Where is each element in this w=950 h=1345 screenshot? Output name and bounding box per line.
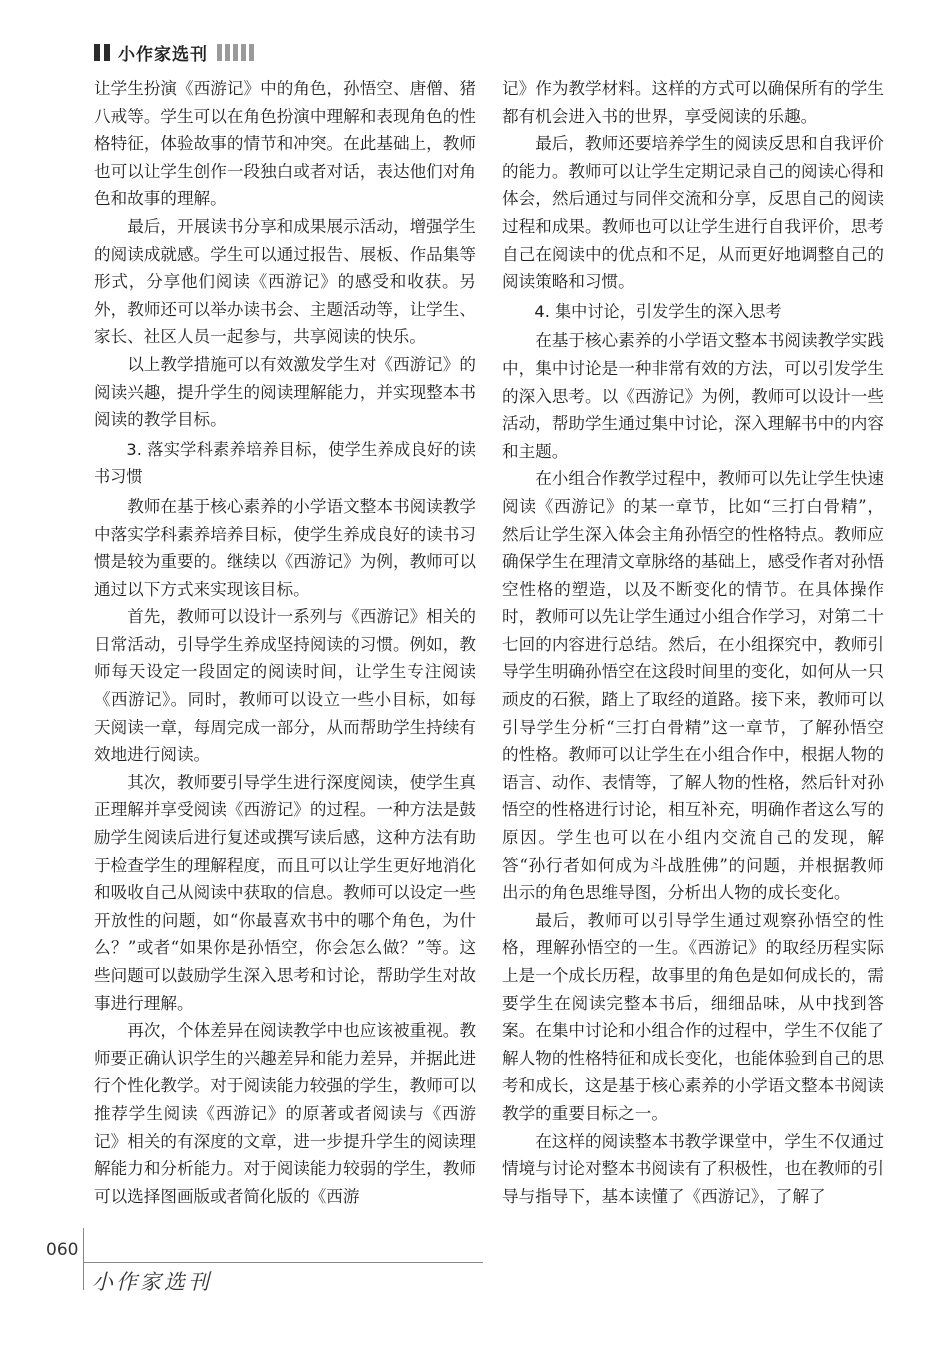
paragraph: 记》作为教学材料。这样的方式可以确保所有的学生都有机会进入书的世界，享受阅读的乐趣。 [502, 79, 884, 126]
paragraph: 在这样的阅读整本书教学课堂中，学生不仅通过情境与讨论对整本书阅读有了积极性，也在教师的引导与指导下，基本读懂了《西游记》，了解了 [502, 1131, 884, 1206]
paragraph: 最后，开展读书分享和成果展示活动，增强学生的阅读成就感。学生可以通过报告、展板、作品集等形式，分享他们阅读《西游记》的感受和收获。另外，教师还可以举办读书会、主题活动等，让学生、家长、社区人员一起参与，共享阅读的快乐。 [94, 216, 476, 347]
paragraph: 最后，教师可以引导学生通过观察孙悟空的性格，理解孙悟空的一生。《西游记》的取经历程实际上是一个成长历程，故事里的角色是如何成长的，需要学生在阅读完整本书后，细细品味，从中找到答案。在集中讨论和小组合作的过程中，学生不仅能了解人物的性格特征和成长变化，也能体验到自己的思考和成长，这是基于核心素养的小学语文整本书阅读教学的重要目标之一。 [502, 910, 884, 1123]
paragraph: 在小组合作教学过程中，教师可以先让学生快速阅读《西游记》的某一章节，比如“三打白骨精”，然后让学生深入体会主角孙悟空的性格特点。教师应确保学生在理清文章脉络的基础上，感受作者对孙悟空性格的塑造，以及不断变化的情节。在具体操作时，教师可以先让学生通过小组合作学习，对第二十七回的内容进行总结。然后，在小组探究中，教师引导学生明确孙悟空在这段时间里的变化，如何从一只顽皮的石猴，踏上了取经的道路。接下来，教师可以引导学生分析“三打白骨精”这一章节，了解孙悟空的性格。教师可以让学生在小组合作中，根据人物的语言、动作、表情等，了解人物的性格，然后针对孙悟空的性格进行讨论，相互补充，明确作者这么写的原因。学生也可以在小组内交流自己的发现，解答“孙行者如何成为斗战胜佛”的问题，并根据教师出示的角色思维导图，分析出人物的成长变化。 [502, 469, 884, 903]
header-bars-icon [94, 44, 110, 61]
paragraph: 其次，教师要引导学生进行深度阅读，使学生真正理解并享受阅读《西游记》的过程。一种方法是鼓励学生阅读后进行复述或撰写读后感，这种方法有助于检查学生的理解程度，而且可以让学生更好地消化和吸收自己从阅读中获取的信息。教师可以设定一些开放性的问题，如“你最喜欢书中的哪个角色，为什么？”或者“如果你是孙悟空，你会怎么做？”等。这些问题可以鼓励学生深入思考和讨论，帮助学生对故事进行理解。 [94, 772, 476, 1013]
paragraph: 教师在基于核心素养的小学语文整本书阅读教学中落实学科素养培养目标，使学生养成良好的读书习惯是较为重要的。继续以《西游记》为例，教师可以通过以下方式来实现该目标。 [94, 496, 476, 599]
section-heading-3: 3. 落实学科素养培养目标，使学生养成良好的读书习惯 [94, 439, 476, 487]
paragraph: 再次，个体差异在阅读教学中也应该被重视。教师要正确认识学生的兴趣差异和能力差异，并据此进行个性化教学。对于阅读能力较强的学生，教师可以推荐学生阅读《西游记》的原著或者阅读与《西游记》相关的有深度的文章，进一步提升学生的阅读理解能力和分析能力。对于阅读能力较弱的学生，教师可以选择图画版或者简化版的《西游 [94, 1021, 476, 1206]
paragraph: 最后，教师还要培养学生的阅读反思和自我评价的能力。教师可以让学生定期记录自己的阅读心得和体会，然后通过与同伴交流和分享，反思自己的阅读过程和成果。教师也可以让学生进行自我评价，思考自己在阅读中的优点和不足，从而更好地调整自己的阅读策略和习惯。 [502, 134, 884, 292]
paragraph: 在基于核心素养的小学语文整本书阅读教学实践中，集中讨论是一种非常有效的方法，可以引发学生的深入思考。以《西游记》为例，教师可以设计一些活动，帮助学生通过集中讨论，深入理解书中的内容和主题。 [502, 331, 884, 461]
footer-divider-vertical [83, 1228, 84, 1290]
header-decoration-icon [217, 44, 254, 61]
left-column [94, 75, 476, 1210]
paragraph: 首先，教师可以设计一系列与《西游记》相关的日常活动，引导学生养成坚持阅读的习惯。例如，教师每天设定一段固定的阅读时间，让学生专注阅读《西游记》。同时，教师可以设立一些小目标，如每天阅读一章，每周完成一部分，从而帮助学生持续有效地进行阅读。 [94, 607, 476, 765]
footer-logo: 小作家选刊 [92, 1270, 212, 1294]
footer-divider-horizontal [83, 1262, 483, 1263]
page-number: 060 [46, 1240, 79, 1260]
section-heading-4: 4. 集中讨论，引发学生的深入思考 [534, 301, 782, 321]
paragraph: 让学生扮演《西游记》中的角色，孙悟空、唐僧、猪八戒等。学生可以在角色扮演中理解和表现角色的性格特征，体验故事的情节和冲突。在此基础上，教师也可以让学生创作一段独白或者对话，表达他们对角色和故事的理解。 [94, 79, 476, 209]
journal-title: 小作家选刊 [118, 44, 208, 65]
running-header [94, 40, 254, 64]
paragraph: 以上教学措施可以有效激发学生对《西游记》的阅读兴趣，提升学生的阅读理解能力，并实现整本书阅读的教学目标。 [94, 354, 476, 430]
right-column [502, 75, 884, 1210]
